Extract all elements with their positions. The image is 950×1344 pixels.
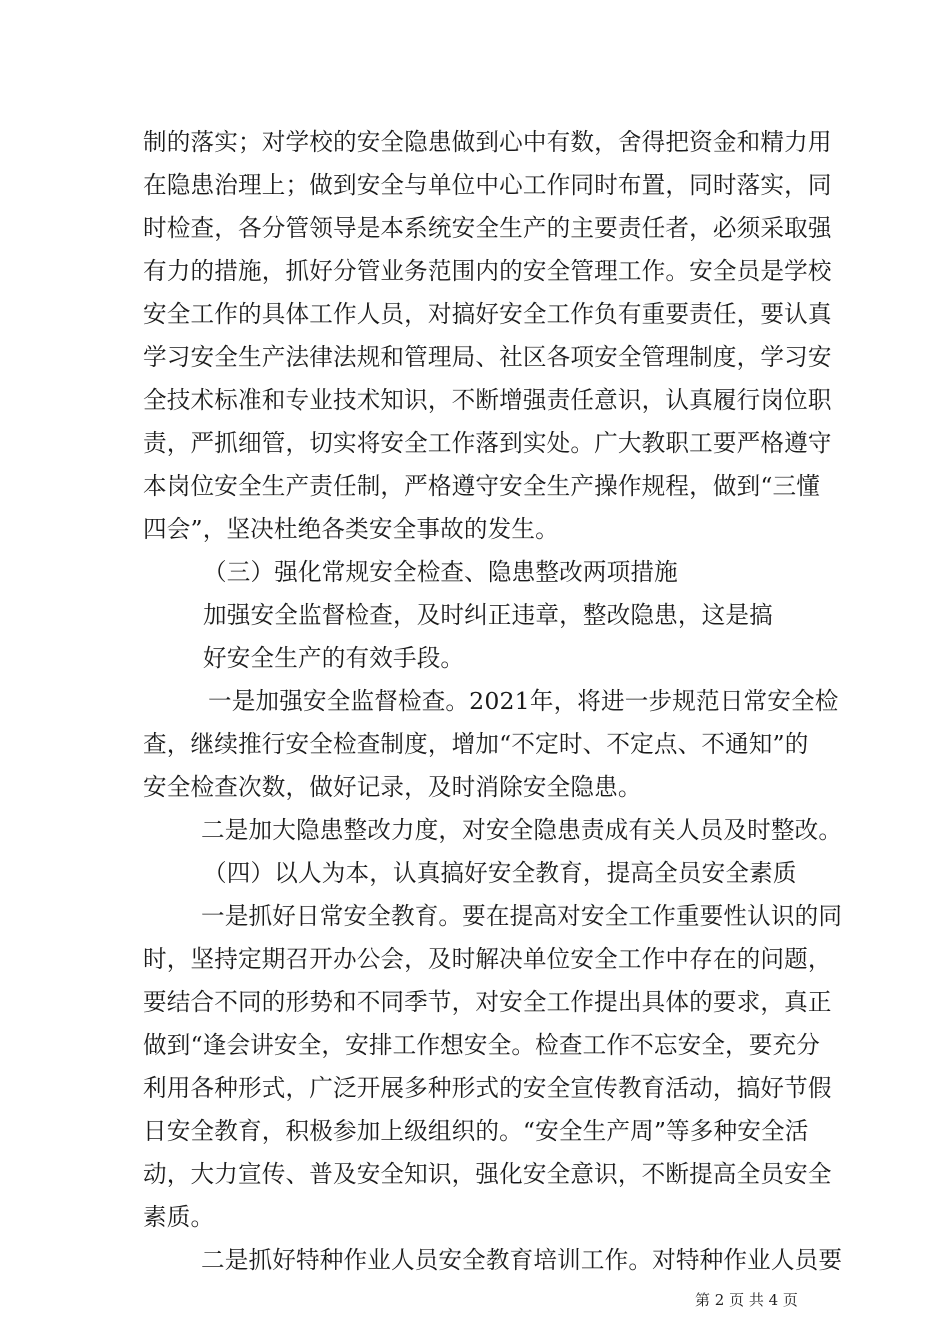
section-heading-4: （四）以人为本，认真搞好安全教育，提高全员安全素质 — [203, 859, 797, 887]
body-line: 二是加大隐患整改力度，对安全隐患责成有关人员及时整改。 — [201, 816, 843, 844]
body-line: 利用各种形式，广泛开展多种形式的安全宣传教育活动，搞好节假 — [143, 1074, 832, 1102]
body-line: 素质。 — [143, 1203, 215, 1231]
body-line: 本岗位安全生产责任制，严格遵守安全生产操作规程，做到“三懂 — [143, 472, 821, 500]
body-line: 在隐患治理上；做到安全与单位中心工作同时布置，同时落实，同 — [143, 171, 832, 199]
body-line: 时检查，各分管领导是本系统安全生产的主要责任者，必须采取强 — [143, 214, 832, 242]
body-line: 二是抓好特种作业人员安全教育培训工作。对特种作业人员要 — [201, 1246, 843, 1274]
body-line: 学习安全生产法律法规和管理局、社区各项安全管理制度，学习安 — [143, 343, 832, 371]
page-number-footer: 第 2 页 共 4 页 — [695, 1291, 798, 1309]
body-line: 一是抓好日常安全教育。要在提高对安全工作重要性认识的同 — [201, 902, 843, 930]
body-line: 日安全教育，积极参加上级组织的。“安全生产周”等多种安全活 — [143, 1117, 809, 1145]
body-line: 查，继续推行安全检查制度，增加“不定时、不定点、不通知”的 — [143, 730, 809, 758]
body-line: 要结合不同的形势和不同季节，对安全工作提出具体的要求，真正 — [143, 988, 832, 1016]
body-line: 时，坚持定期召开办公会，及时解决单位安全工作中存在的问题， — [143, 945, 832, 973]
body-line: 安全工作的具体工作人员，对搞好安全工作负有重要责任，要认真 — [143, 300, 832, 328]
body-line: 做到“逢会讲安全，安排工作想安全。检查工作不忘安全，要充分 — [143, 1031, 821, 1059]
body-line: 一是加强安全监督检查。2021年，将进一步规范日常安全检 — [208, 687, 839, 715]
body-line: 责，严抓细管，切实将安全工作落到实处。广大教职工要严格遵守 — [143, 429, 832, 457]
body-line: 安全检查次数，做好记录，及时消除安全隐患。 — [143, 773, 642, 801]
body-line: 全技术标准和专业技术知识，不断增强责任意识，认真履行岗位职 — [143, 386, 832, 414]
body-line: 动，大力宣传、普及安全知识，强化安全意识，不断提高全员安全 — [143, 1160, 832, 1188]
body-line: 有力的措施，抓好分管业务范围内的安全管理工作。安全员是学校 — [143, 257, 832, 285]
body-line: 制的落实；对学校的安全隐患做到心中有数，舍得把资金和精力用 — [143, 128, 832, 156]
body-line: 加强安全监督检查，及时纠正违章，整改隐患，这是搞 — [203, 601, 773, 629]
body-line: 好安全生产的有效手段。 — [203, 644, 465, 672]
body-line: 四会”，坚决杜绝各类安全事故的发生。 — [143, 515, 559, 543]
section-heading-3: （三）强化常规安全检查、隐患整改两项措施 — [203, 558, 678, 586]
